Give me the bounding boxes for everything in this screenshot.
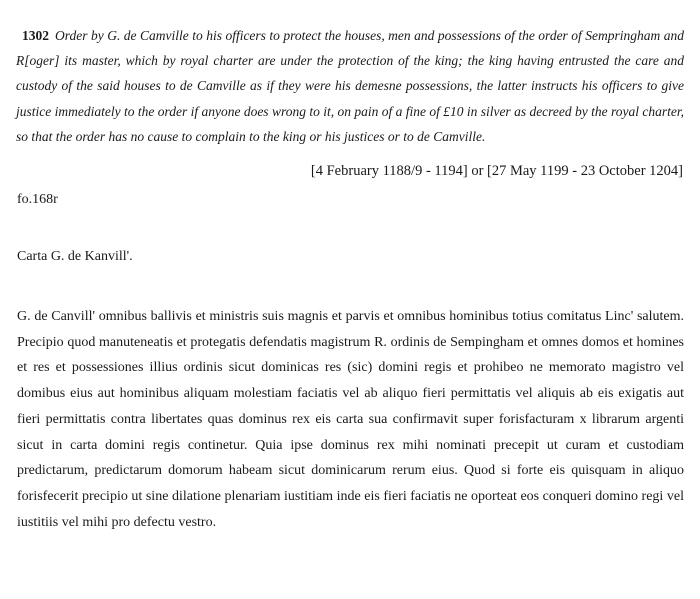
entry-number: 1302 [22,28,49,43]
entry-date: [4 February 1188/9 - 1194] or [27 May 1199 - 23 October 1204] [310,163,683,179]
charter-title: Carta G. de Kanvill'. [17,249,133,264]
folio-reference: fo.168r [17,192,58,207]
entry-summary-text: Order by G. de Camville to his officers to protect the houses, men and possessions of the order of Sempringham and R[oger] its master, which by royal charter are under the protection of the king; the king having entrusted the care and custody of the said houses to de Camville as if they were his demesne possessions, the latter instructs his officers to give justice immediately to the order if anyone does wrong to it, on pain of a fine of £10 in silver as decreed by the royal charter, so that the order has no cause to complain to the king or his justices or to de Camville. [16,28,685,144]
charter-text: G. de Canvill' omnibus ballivis et ministris suis magnis et parvis et omnibus hominibus totius comitatus Linc' salutem. Precipio quod manuteneatis et protegatis defendatis magistrum R. ordinis de Sempingham et omnes domos et homines et res et possessiones illius ordinis sicut dominicas res (sic) domini regis et prohibeo ne memorato magistro vel domibus eius aut hominibus aliquam molestiam faciatis vel ab aliquo fieri permittatis vel aliquis ab eis exigatis aut fieri permittatis contra libertates quas dominus rex eis carta sua confirmavit super forisfacturam x librarum argenti sicut in carta domini regis continetur. Quia ipse dominus rex mihi nominati precepit ut curam et custodiam predictarum, predictarum domorum habeam sicut dominicarum rerum eius. Quod si forte eis quisquam in aliquo forisfecerit precipio ut sine dilatione plenariam iustitiam inde eis fieri faciatis ne oporteat eos conqueri domino regi vel iustitiis vel mihi pro defectu vestro. [17,309,684,530]
entry-summary [16,23,684,149]
